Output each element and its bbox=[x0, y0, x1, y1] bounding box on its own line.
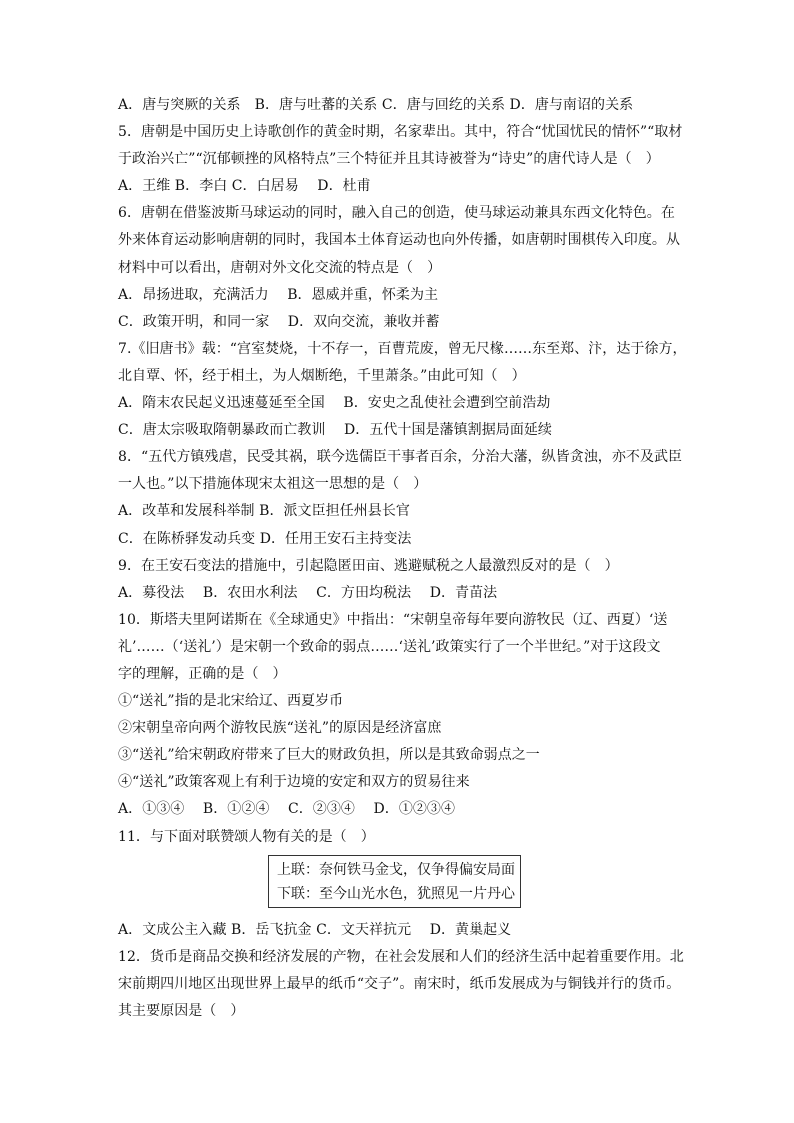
text-line: C．在陈桥驿发动兵变 D．任用王安石主持变法 bbox=[118, 530, 412, 547]
text-line: ①“送礼”指的是北宋给辽、西夏岁币 bbox=[118, 693, 344, 710]
text-line: 10．斯塔夫里阿诺斯在《全球通史》中指出：“宋朝皇帝每年要向游牧民（辽、西夏）‘送 bbox=[118, 611, 668, 628]
text-line: A．募役法 B．农田水利法 C．方田均税法 D．青苗法 bbox=[118, 584, 498, 601]
text-line: 一人也。”以下措施体现宋太祖这一思想的是（ ） bbox=[118, 476, 428, 493]
text-line: ④“送礼”政策客观上有利于边境的安定和双方的贸易往来 bbox=[118, 774, 470, 791]
text-line: A．王维 B．李白 C．白居易 D．杜甫 bbox=[118, 178, 371, 195]
text-line: C．政策开明，和同一家 D．双向交流，兼收并蓄 bbox=[118, 313, 440, 330]
couplet-section bbox=[118, 851, 678, 917]
text-line: A．改革和发展科举制 B．派文臣担任州县长官 bbox=[118, 503, 410, 520]
text-line: C．唐太宗吸取隋朝暴政而亡教训 D．五代十国是藩镇割据局面延续 bbox=[118, 422, 552, 439]
text-line: 于政治兴亡”“沉郁顿挫的风格特点”三个特征并且其诗被誉为“诗史”的唐代诗人是（ ） bbox=[118, 151, 660, 168]
text-line: 宋前期四川地区出现世界上最早的纸币“交子”。南宋时，纸币发展成为与铜钱并行的货币。 bbox=[118, 975, 681, 992]
text-line: 8．“五代方镇残虐，民受其祸，联今选儒臣干事者百余，分治大藩，纵皆贪浊，亦不及武臣 bbox=[118, 449, 683, 466]
text-line: A．昂扬进取，充满活力 B．恩威并重，怀柔为主 bbox=[118, 286, 439, 303]
question-text-block-b bbox=[118, 917, 684, 1025]
couplet-box bbox=[268, 855, 521, 908]
text-line: ③“送礼”给宋朝政府带来了巨大的财政负担，所以是其致命弱点之一 bbox=[118, 747, 540, 764]
text-line: 5．唐朝是中国历史上诗歌创作的黄金时期，名家辈出。其中，符合“忧国忧民的情怀”“取材 bbox=[118, 124, 683, 141]
text-line: 7.《旧唐书》载：“宫室焚烧，十不存一，百曹荒废，曾无尺椽……东至郑、汴，达于徐方， bbox=[118, 340, 687, 357]
text-line: 11．与下面对联赞颂人物有关的是（ ） bbox=[118, 828, 375, 845]
text-line: 礼’……（‘送礼’）是宋朝一个致命的弱点……‘送礼’政策实行了一个半世纪。”对于这段文 bbox=[118, 638, 661, 655]
text-line: 北自覃、怀，经于相土，为人烟断绝，千里萧条。”由此可知（ ） bbox=[118, 367, 526, 384]
text-line: A．隋末农民起义迅速蔓延至全国 B．安史之乱使社会遭到空前浩劫 bbox=[118, 395, 551, 412]
text-line: A．唐与突厥的关系 B．唐与吐蕃的关系 C．唐与回纥的关系 D．唐与南诏的关系 bbox=[118, 97, 634, 113]
text-line: 材料中可以看出，唐朝对外文化交流的特点是（ ） bbox=[118, 259, 442, 276]
text-line: A．①③④ B．①②④ C．②③④ D．①②③④ bbox=[118, 801, 456, 818]
text-line: 6．唐朝在借鉴波斯马球运动的同时，融入自己的创造，使马球运动兼具东西文化特色。在 bbox=[118, 205, 675, 222]
text-line: 9．在王安石变法的措施中，引起隐匿田亩、逃避赋税之人最激烈反对的是（ ） bbox=[118, 557, 619, 574]
couplet-lower: 下联：至今山光水色，犹照见一片丹心 bbox=[277, 885, 515, 902]
text-line: ②宋朝皇帝向两个游牧民族“送礼”的原因是经济富庶 bbox=[118, 720, 442, 737]
text-line: 外来体育运动影响唐朝的同时，我国本土体育运动也向外传播，如唐朝时围棋传入印度。从 bbox=[118, 232, 680, 249]
text-line: 12．货币是商品交换和经济发展的产物，在社会发展和人们的经济生活中起着重要作用。北 bbox=[118, 948, 684, 965]
question-text-block-a bbox=[118, 92, 687, 851]
exam-page bbox=[118, 92, 687, 1025]
couplet-upper: 上联：奈何铁马金戈，仅争得偏安局面 bbox=[277, 861, 515, 878]
text-line: 其主要原因是（ ） bbox=[118, 1002, 245, 1019]
text-line: 字的理解，正确的是（ ） bbox=[118, 665, 287, 682]
text-line: A．文成公主入藏 B．岳飞抗金 C．文天祥抗元 D．黄巢起义 bbox=[118, 921, 512, 938]
